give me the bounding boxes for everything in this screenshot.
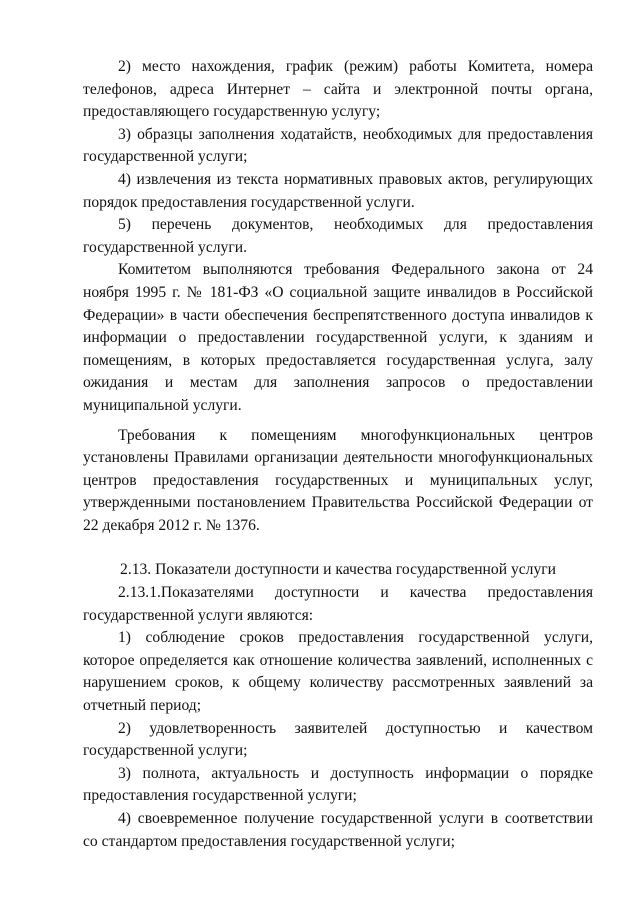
document-page [83, 56, 593, 853]
list-item-3: 3) полнота, актуальность и доступность информации о порядке предоставления государственной услуги; [83, 764, 593, 805]
list-item-1: 1) соблюдение сроков предоставления государственной услуги, которое определяется как отношение количества заявлений, исполненных с нарушением сроков, к общему количеству рассмотренных заявлений за отчетный период; [83, 629, 593, 715]
list-item-2: 2) удовлетворенность заявителей доступностью и качеством государственной услуги; [83, 719, 593, 760]
paragraph-item-2: 2) место нахождения, график (режим) работы Комитета, номера телефонов, адреса Интернет – сайта и электронной почты органа, предоставляющего государственную услугу; [83, 58, 593, 121]
paragraph-item-3: 3) образцы заполнения ходатайств, необходимых для предоставления государственной услуги; [83, 125, 593, 166]
paragraph-item-4: 4) извлечения из текста нормативных правовых актов, регулирующих порядок предоставления государственной услуги. [83, 170, 593, 211]
section-heading: 2.13. Показатели доступности и качества государственной услуги [120, 561, 556, 579]
paragraph-item-5: 5) перечень документов, необходимых для предоставления государственной услуги. [83, 216, 593, 256]
paragraph-mfc-requirements: Требования к помещениям многофункциональных центров установлены Правилами организации деятельности многофункциональных центров предоставления государственных и муниципальных услуг, утвержденными постановлением Правительства Российской Федерации от 22 декабря 2012 г. № 1376. [83, 426, 593, 534]
section-intro: 2.13.1.Показателями доступности и качества предоставления государственной услуги являются: [83, 584, 593, 624]
paragraph-accessibility-requirements: Комитетом выполняются требования Федерального закона от 24 ноября 1995 г. № 181-ФЗ «О социальной защите инвалидов в Российской Федерации» в части обеспечения беспрепятственного доступа инвалидов к информации о предоставлении государственной услуги, к зданиям и помещениям, в которых предоставляется государственная услуга, залу ожидания и местам для заполнения запросов о предоставлении муниципальной услуги. [83, 261, 593, 414]
list-item-4: 4) своевременное получение государственной услуги в соответствии со стандартом предоставления государственной услуги; [83, 810, 593, 850]
